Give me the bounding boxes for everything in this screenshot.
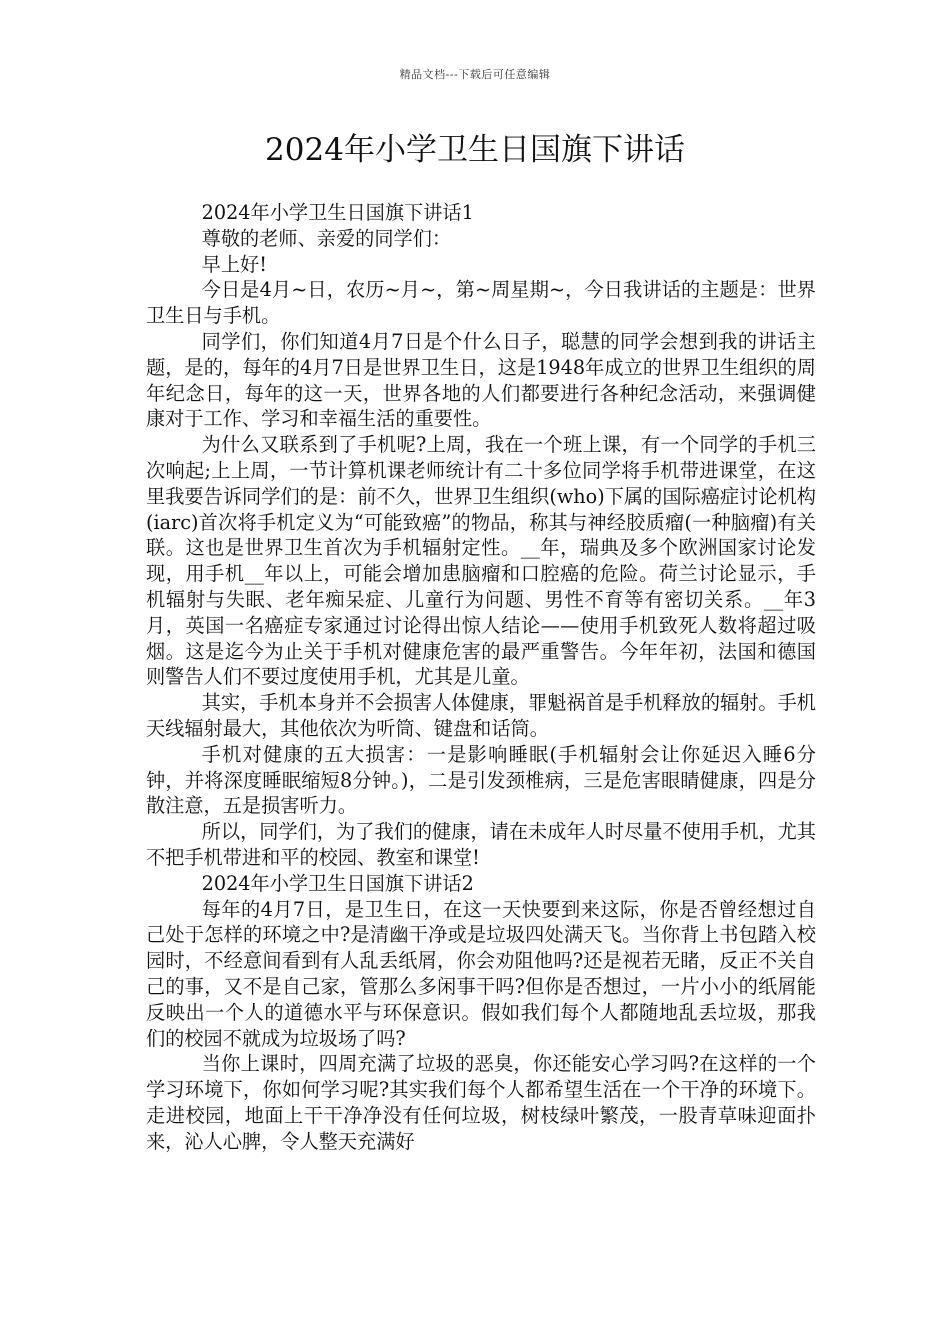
paragraph: 手机对健康的五大损害：一是影响睡眠(手机辐射会让你延迟入睡6分钟，并将深度睡眠缩短8分钟。)，二是引发颈椎病，三是危害眼睛健康，四是分散注意，五是损害听力。 (146, 742, 816, 818)
salutation: 尊敬的老师、亲爱的同学们： (201, 226, 452, 250)
paragraph: 每年的4月7日，是卫生日，在这一天快要到来这际，你是否曾经想过自己处于怎样的环境之中?是清幽干净或是垃圾四处满天飞。当你背上书包踏入校园时，不经意间看到有人乱丢纸屑，你会劝阻他吗?还是视若无睹，反正不关自己的事，又不是自己家，管那么多闲事干吗?但你是否想过，一片小小的纸屑能反映出一个人的道德水平与环保意识。假如我们每个人都随地乱丢垃圾，那我们的校园不就成为垃圾场了吗? (146, 897, 816, 1050)
paragraph: 其实，手机本身并不会损害人体健康，罪魁祸首是手机释放的辐射。手机天线辐射最大，其他依次为听筒、键盘和话筒。 (146, 691, 816, 740)
document-title: 2024年小学卫生日国旗下讲话 (265, 132, 685, 168)
speech-2-heading: 2024年小学卫生日国旗下讲话2 (201, 871, 474, 895)
speech-1-heading: 2024年小学卫生日国旗下讲话1 (201, 201, 474, 224)
paragraph: 同学们，你们知道4月7日是个什么日子，聪慧的同学会想到我的讲话主题，是的，每年的4月7日是世界卫生日，这是1948年成立的世界卫生组织的周年纪念日，每年的这一天，世界各地的人们都要进行各种纪念活动，来强调健康对于工作、学习和幸福生活的重要性。 (146, 329, 816, 431)
paragraph: 今日是4月~日，农历~月~，第~周星期~，今日我讲话的主题是：世界卫生日与手机。 (146, 278, 816, 328)
paragraph: 所以，同学们，为了我们的健康，请在未成年人时尽量不使用手机，尤其不把手机带进和平的校园、教室和课堂! (146, 820, 816, 869)
greeting: 早上好! (201, 252, 267, 276)
paragraph: 为什么又联系到了手机呢?上周，我在一个班上课，有一个同学的手机三次响起;上上周，一节计算机课老师统计有二十多位同学将手机带进课堂，在这里我要告诉同学们的是：前不久，世界卫生组织(who)下属的国际癌症讨论机构(iarc)首次将手机定义为“可能致癌”的物品，称其与神经胶质瘤(一种脑瘤)有关联。这也是世界卫生首次为手机辐射定性。__年，瑞典及多个欧洲国家讨论发现，用手机__年以上，可能会增加患脑瘤和口腔癌的危险。荷兰讨论显示，手机辐射与失眠、老年痴呆症、儿童行为问题、男性不育等有密切关系。__年3月，英国一名癌症专家通过讨论得出惊人结论——使用手机致死人数将超过吸烟。这是迄今为止关于手机对健康危害的最严重警告。今年年初，法国和德国则警告人们不要过度使用手机，尤其是儿童。 (146, 433, 816, 689)
document-body (146, 200, 816, 1154)
paragraph: 当你上课时，四周充满了垃圾的恶臭，你还能安心学习吗?在这样的一个学习环境下，你如何学习呢?其实我们每个人都希望生活在一个干净的环境下。走进校园，地面上干干净净没有任何垃圾，树枝绿叶繁茂，一股青草味迎面扑来，沁人心脾，令人整天充满好 (146, 1052, 816, 1153)
header-note: 精品文档---下载后可任意编辑 (399, 68, 551, 81)
